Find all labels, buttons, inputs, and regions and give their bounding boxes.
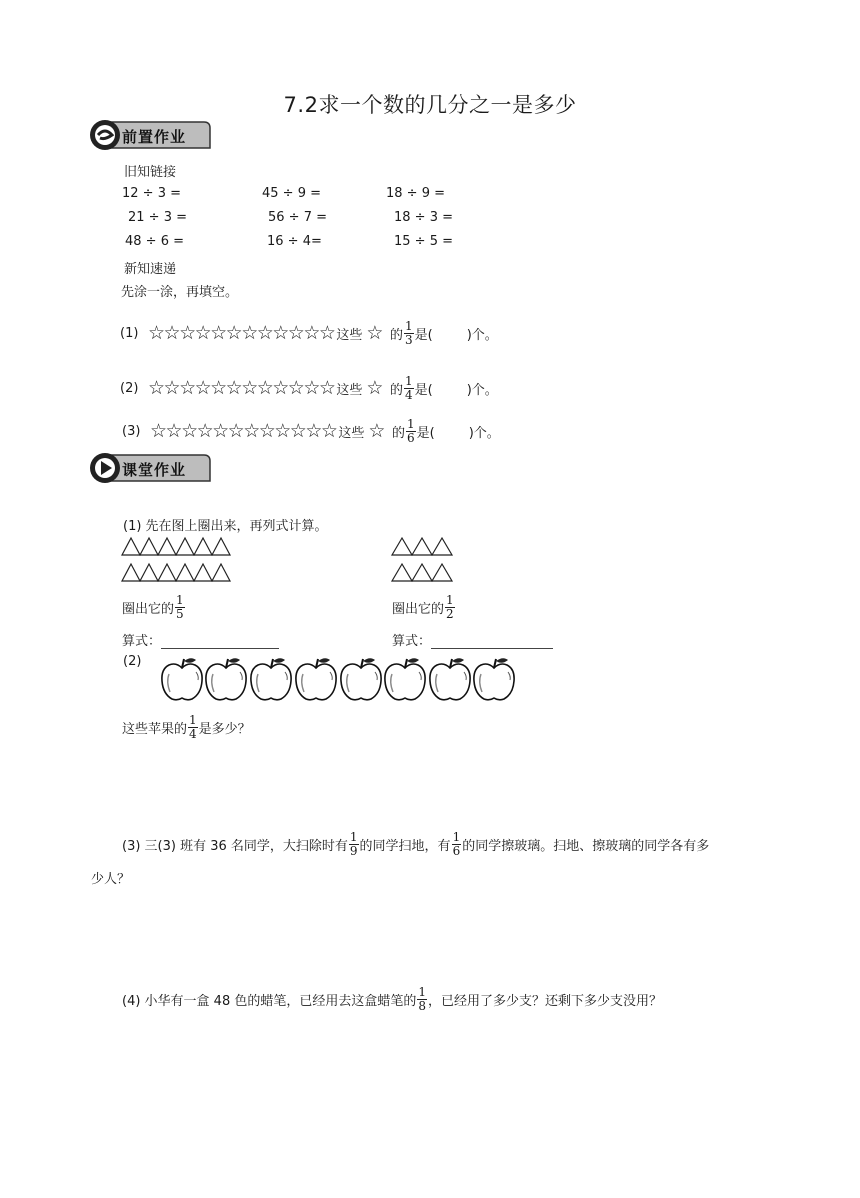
item-text: 这些 (338, 425, 365, 441)
triangle-group-right[interactable] (390, 536, 460, 584)
star-item (120, 368, 498, 408)
item-text: )个。 (466, 327, 498, 343)
fraction: $\frac{1}{4}$ (404, 373, 413, 402)
question-2-text: 这些苹果的 $\frac{1}{4}$ 是多少？ (122, 713, 251, 741)
answer-line[interactable] (431, 634, 553, 649)
item-text: 这些 (336, 382, 363, 398)
page-title: 7.2求一个数的几分之一是多少 (283, 93, 577, 117)
star-row: ☆☆☆☆☆☆☆☆☆☆☆☆ (148, 322, 335, 344)
item-text: 是( (414, 382, 433, 398)
new-knowledge-heading: 新知速递 (124, 262, 177, 277)
question-2-number: (2) (123, 654, 142, 669)
item-number: (3) (122, 423, 141, 439)
review-heading: 旧知链接 (124, 165, 177, 180)
apple-icon (428, 656, 472, 702)
section-label-pre: 前置作业 (122, 128, 187, 146)
review-cell: 15 ÷ 5 = (394, 234, 453, 249)
fraction: $\frac{1}{4}$ (189, 713, 197, 741)
instruction: 先涂一涂，再填空。 (121, 285, 239, 300)
formula-left: 算式： (122, 630, 279, 649)
formula-right: 算式： (392, 630, 553, 649)
item-text: 是( (414, 327, 433, 343)
question-3-line2: 少人？ (91, 872, 131, 887)
fraction: $\frac{1}{5}$ (176, 593, 184, 621)
item-number: (1) (120, 325, 139, 341)
apple-icon (294, 656, 338, 702)
review-cell: 18 ÷ 9 = (386, 186, 445, 201)
apple-icon (339, 656, 383, 702)
fraction: $\frac{1}{6}$ (406, 416, 415, 445)
review-cell: 56 ÷ 7 = (268, 210, 327, 225)
star-item (120, 313, 498, 353)
item-text: )个。 (466, 382, 498, 398)
fraction: $\frac{1}{6}$ (452, 830, 461, 858)
review-cell: 21 ÷ 3 = (128, 210, 187, 225)
apple-icon (249, 656, 293, 702)
item-text: )个。 (468, 425, 500, 441)
review-cell: 12 ÷ 3 = (122, 186, 181, 201)
circle-left-label: 圈出它的 $\frac{1}{5}$ (122, 593, 184, 621)
fraction: $\frac{1}{9}$ (349, 830, 358, 858)
section-header-pre (88, 118, 212, 154)
apple-icon (383, 656, 427, 702)
item-text: 是( (416, 425, 435, 441)
review-cell: 48 ÷ 6 = (125, 234, 184, 249)
fraction: $\frac{1}{2}$ (446, 593, 454, 621)
star-row: ☆☆☆☆☆☆☆☆☆☆☆☆ (150, 420, 337, 442)
review-cell: 16 ÷ 4= (267, 234, 322, 249)
section-header-class (88, 451, 212, 487)
review-cell: 45 ÷ 9 = (262, 186, 321, 201)
section-label-class: 课堂作业 (122, 461, 187, 479)
review-cell: 18 ÷ 3 = (394, 210, 453, 225)
item-number: (2) (120, 380, 139, 396)
question-4: (4) 小华有一盒 48 色的蜡笔，已经用去这盒蜡笔的 $\frac{1}{8}$ ，已经用了多少支？还剩下多少支没用？ (122, 985, 663, 1013)
star-row: ☆☆☆☆☆☆☆☆☆☆☆☆ (148, 377, 335, 399)
circle-right-label: 圈出它的 $\frac{1}{2}$ (392, 593, 454, 621)
star-icon: ☆ (368, 420, 384, 442)
item-text: 这些 (336, 327, 363, 343)
star-item (122, 411, 500, 451)
fraction: $\frac{1}{8}$ (418, 985, 426, 1013)
item-text: 的 (389, 382, 403, 398)
triangle-group-left[interactable] (120, 536, 232, 584)
question-3-line1: (3) 三(3) 班有 36 名同学，大扫除时有 $\frac{1}{9}$ 的同学扫地，有 $\frac{1}{6}$ 的同学擦玻璃。扫地、擦玻璃的同学各有多 (122, 830, 710, 858)
apple-icon (160, 656, 204, 702)
star-icon: ☆ (366, 377, 382, 399)
item-text: 的 (389, 327, 403, 343)
star-icon: ☆ (366, 322, 382, 344)
question-1-prompt: (1) 先在图上圈出来，再列式计算。 (123, 519, 328, 534)
apple-icon (204, 656, 248, 702)
answer-line[interactable] (161, 634, 279, 649)
apple-icon (472, 656, 516, 702)
item-text: 的 (391, 425, 405, 441)
fraction: $\frac{1}{3}$ (404, 318, 413, 347)
